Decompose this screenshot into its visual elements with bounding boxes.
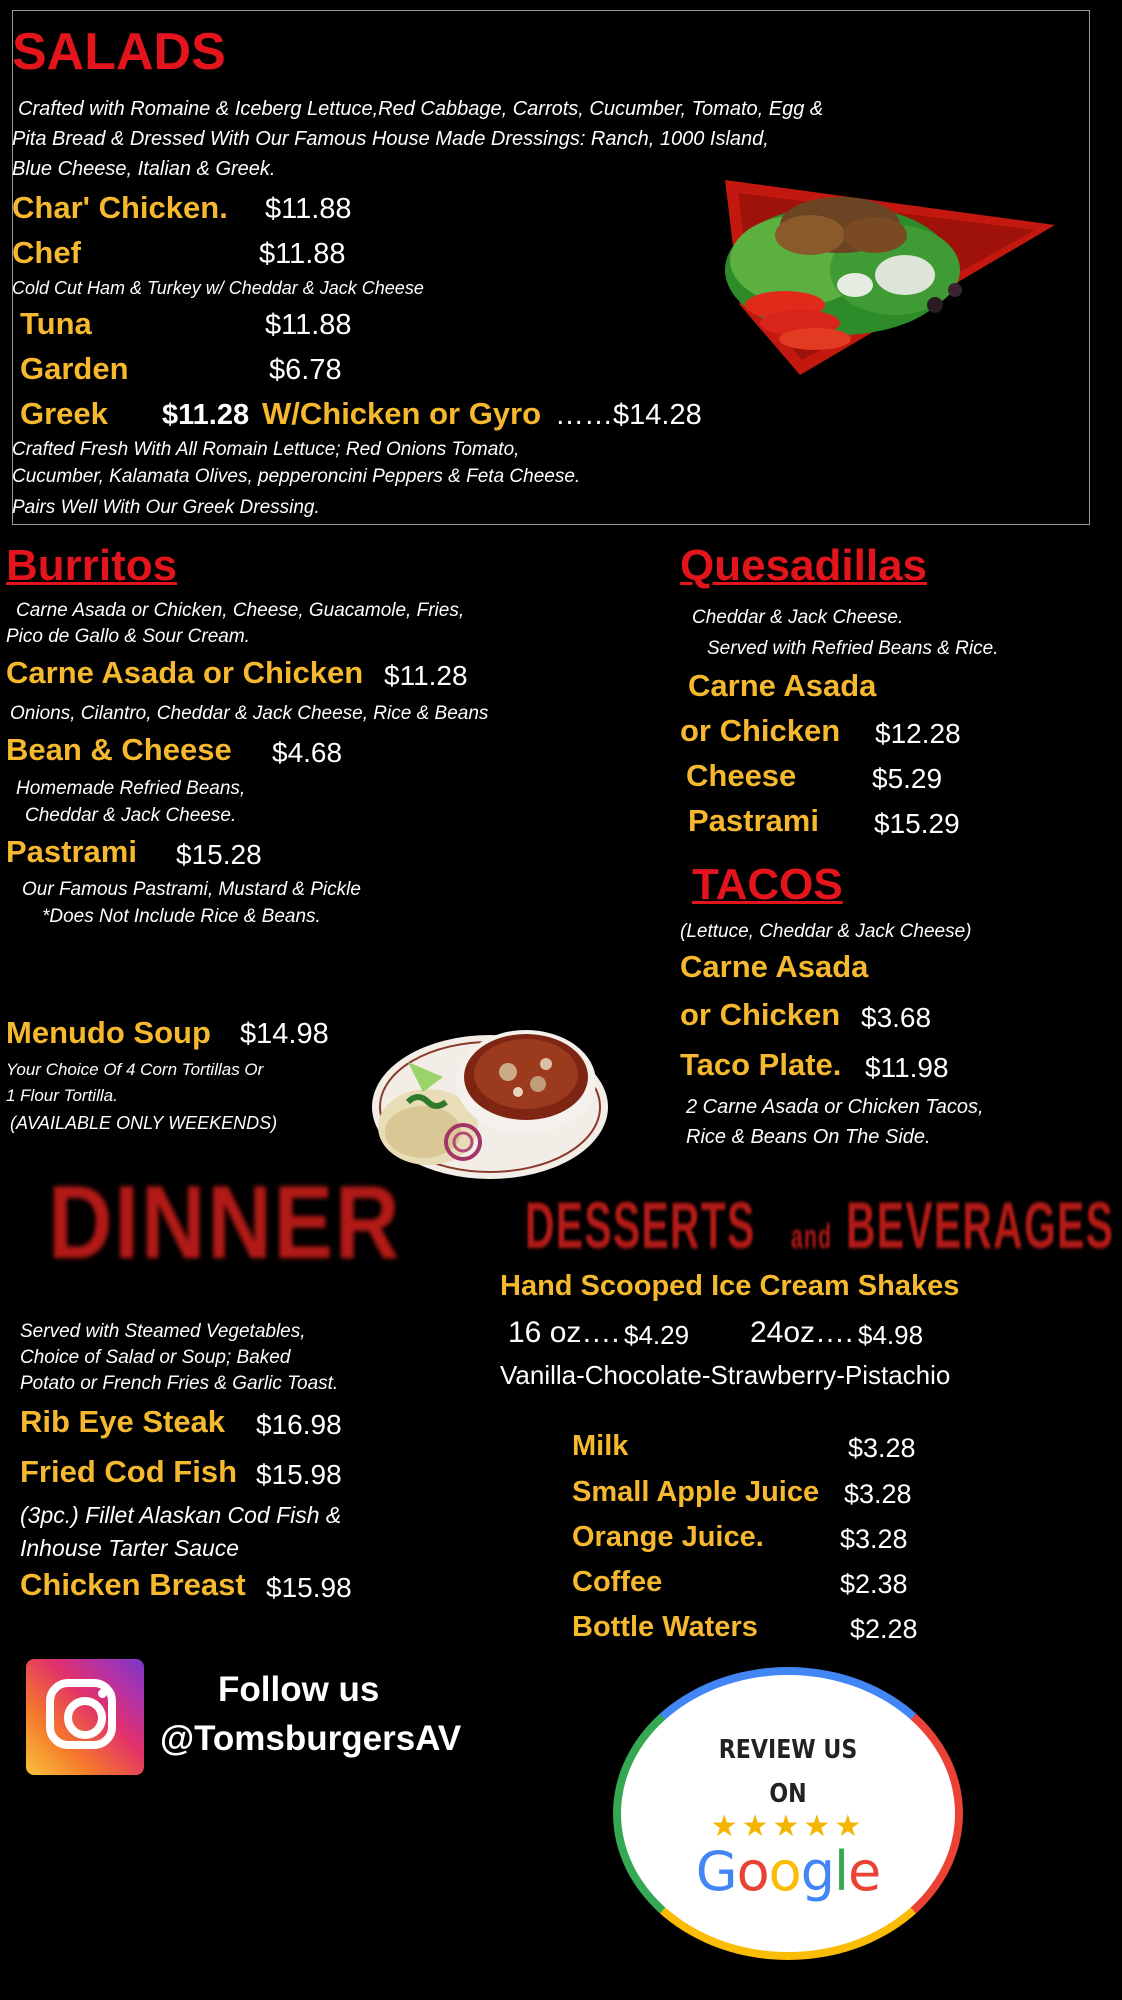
drink-name: Bottle Waters <box>572 1611 758 1643</box>
menu-item-description: 1 Flour Tortilla. <box>6 1086 118 1105</box>
burritos-intro: Pico de Gallo & Sour Cream. <box>6 626 250 647</box>
menu-item-name: Carne Asada <box>688 668 877 703</box>
quesadillas-intro: Served with Refried Beans & Rice. <box>707 638 999 659</box>
menu-item-price: $11.98 <box>865 1052 949 1083</box>
tacos-title: TACOS <box>692 860 843 909</box>
menu-item-name: Hand Scooped Ice Cream Shakes <box>500 1270 960 1302</box>
review-on-label: ON <box>769 1779 807 1809</box>
menu-item-price: $11.28 <box>162 399 250 431</box>
menu-item-name: Pastrami <box>6 834 137 869</box>
menu-item-price: $12.28 <box>875 718 961 749</box>
drink-name: Orange Juice. <box>572 1521 764 1553</box>
menu-item-price: $11.88 <box>265 309 352 341</box>
menu-item-price: $11.88 <box>265 193 352 225</box>
shake-price: $4.29 <box>624 1320 690 1350</box>
burritos-title: Burritos <box>6 541 178 590</box>
menu-item-price: $14.98 <box>240 1018 329 1050</box>
menu-item-price: $15.28 <box>176 839 262 870</box>
menu-item-name: Tuna <box>20 306 92 341</box>
menu-item-description: Our Famous Pastrami, Mustard & Pickle <box>22 879 361 900</box>
menu-item-price: $15.98 <box>256 1459 342 1490</box>
menu-item-price: $3.68 <box>861 1002 932 1033</box>
drink-price: $2.28 <box>850 1614 918 1644</box>
menu-item-description: Cold Cut Ham & Turkey w/ Cheddar & Jack Cheese <box>12 278 424 298</box>
menu-item-price: $11.28 <box>384 660 468 691</box>
menu-item-description: Homemade Refried Beans, <box>16 778 246 799</box>
instagram-icon[interactable] <box>26 1659 144 1775</box>
menu-item-price: $11.88 <box>259 238 346 270</box>
shake-size: 24oz…. <box>750 1316 854 1349</box>
menu-item-price: $15.98 <box>266 1572 352 1603</box>
menu-item-name: Pastrami <box>688 803 819 838</box>
menu-item-name: Greek <box>20 396 108 431</box>
menu-item-name: Menudo Soup <box>6 1015 211 1050</box>
review-us-label: REVIEW US <box>718 1735 858 1765</box>
menu-item-price: $5.29 <box>872 763 943 794</box>
salads-intro: Pita Bread & Dressed With Our Famous House Made Dressings: Ranch, 1000 Island, <box>12 128 769 150</box>
follow-us-label: Follow us <box>218 1670 380 1709</box>
menu-item-description: Pairs Well With Our Greek Dressing. <box>12 497 320 518</box>
menu-item-name: Fried Cod Fish <box>20 1454 237 1489</box>
tacos-note: (Lettuce, Cheddar & Jack Cheese) <box>680 921 972 942</box>
menu-item-name: or Chicken <box>680 713 841 748</box>
drink-price: $3.28 <box>844 1479 912 1509</box>
menu-item-description: Inhouse Tarter Sauce <box>20 1535 240 1561</box>
salads-intro: Blue Cheese, Italian & Greek. <box>12 158 276 180</box>
drink-name: Coffee <box>572 1566 663 1598</box>
salad-photo <box>690 165 1060 380</box>
google-logo <box>621 1840 955 1903</box>
menu-item-name: Taco Plate. <box>680 1047 842 1082</box>
shake-size: 16 oz…. <box>508 1316 620 1349</box>
menu-item-name: Chicken Breast <box>20 1567 246 1602</box>
burritos-intro: Carne Asada or Chicken, Cheese, Guacamole, Fries, <box>16 600 465 621</box>
drink-price: $3.28 <box>840 1524 908 1554</box>
google-review-badge[interactable] <box>613 1667 963 1960</box>
dinner-intro: Choice of Salad or Soup; Baked <box>20 1347 291 1368</box>
desserts-title-word: DESSERTS <box>525 1188 756 1262</box>
menu-item-name: or Chicken <box>680 997 841 1032</box>
dinner-intro: Potato or French Fries & Garlic Toast. <box>20 1373 339 1394</box>
star-rating-icon: ★★★★★ <box>710 1810 866 1843</box>
quesadillas-intro: Cheddar & Jack Cheese. <box>692 607 904 628</box>
dinner-intro: Served with Steamed Vegetables, <box>20 1321 306 1342</box>
salads-intro: Crafted with Romaine & Iceberg Lettuce,Red Cabbage, Carrots, Cucumber, Tomato, Egg & <box>18 98 824 120</box>
menu-item-name: Carne Asada <box>680 949 869 984</box>
menu-item-description: *Does Not Include Rice & Beans. <box>42 906 321 927</box>
instagram-handle[interactable]: @TomsburgersAV <box>160 1719 462 1758</box>
menu-item-description: (3pc.) Fillet Alaskan Cod Fish & <box>20 1502 342 1528</box>
google-wordmark: Google <box>695 1840 881 1903</box>
menu-item-description: 2 Carne Asada or Chicken Tacos, <box>686 1096 984 1118</box>
menu-item-name: Carne Asada or Chicken <box>6 655 364 690</box>
menu-item-option: W/Chicken or Gyro <box>262 396 542 431</box>
desserts-beverages-title <box>525 1187 1122 1263</box>
drink-name: Small Apple Juice <box>572 1476 820 1508</box>
menu-item-name: Rib Eye Steak <box>20 1404 226 1439</box>
menu-item-name: Char' Chicken. <box>12 190 228 225</box>
menu-item-description: Crafted Fresh With All Romain Lettuce; Red Onions Tomato, <box>12 439 520 460</box>
menu-item-description: Onions, Cilantro, Cheddar & Jack Cheese, Rice & Beans <box>10 703 489 724</box>
shake-price: $4.98 <box>858 1320 924 1350</box>
dinner-title: DINNER <box>48 1165 402 1281</box>
menu-item-price: $6.78 <box>269 354 342 386</box>
menu-item-price: $16.98 <box>256 1409 342 1440</box>
menu-item-name: Chef <box>12 235 81 270</box>
quesadillas-title: Quesadillas <box>680 541 928 590</box>
menu-item-description: Rice & Beans On The Side. <box>686 1126 931 1148</box>
menu-item-description: Cheddar & Jack Cheese. <box>25 805 237 826</box>
menu-item-option-price: ……$14.28 <box>555 399 702 431</box>
drink-price: $2.38 <box>840 1569 908 1599</box>
menu-item-price: $4.68 <box>272 737 343 768</box>
menu-item-name: Cheese <box>686 758 797 793</box>
soup-photo <box>368 1022 613 1184</box>
menu-item-name: Bean & Cheese <box>6 732 232 767</box>
desserts-title-and: and <box>791 1218 833 1256</box>
menu-item-description: Cucumber, Kalamata Olives, pepperoncini Peppers & Feta Cheese. <box>12 466 581 487</box>
drink-name: Milk <box>572 1430 629 1462</box>
menu-item-price: $15.29 <box>874 808 960 839</box>
beverages-title-word: BEVERAGES <box>846 1188 1115 1262</box>
menu-item-name: Garden <box>20 351 129 386</box>
drink-price: $3.28 <box>848 1433 916 1463</box>
shake-flavors: Vanilla-Chocolate-Strawberry-Pistachio <box>500 1360 951 1390</box>
menu-item-description: (AVAILABLE ONLY WEEKENDS) <box>10 1113 278 1133</box>
salads-title: SALADS <box>12 23 226 81</box>
menu-item-description: Your Choice Of 4 Corn Tortillas Or <box>6 1060 264 1079</box>
